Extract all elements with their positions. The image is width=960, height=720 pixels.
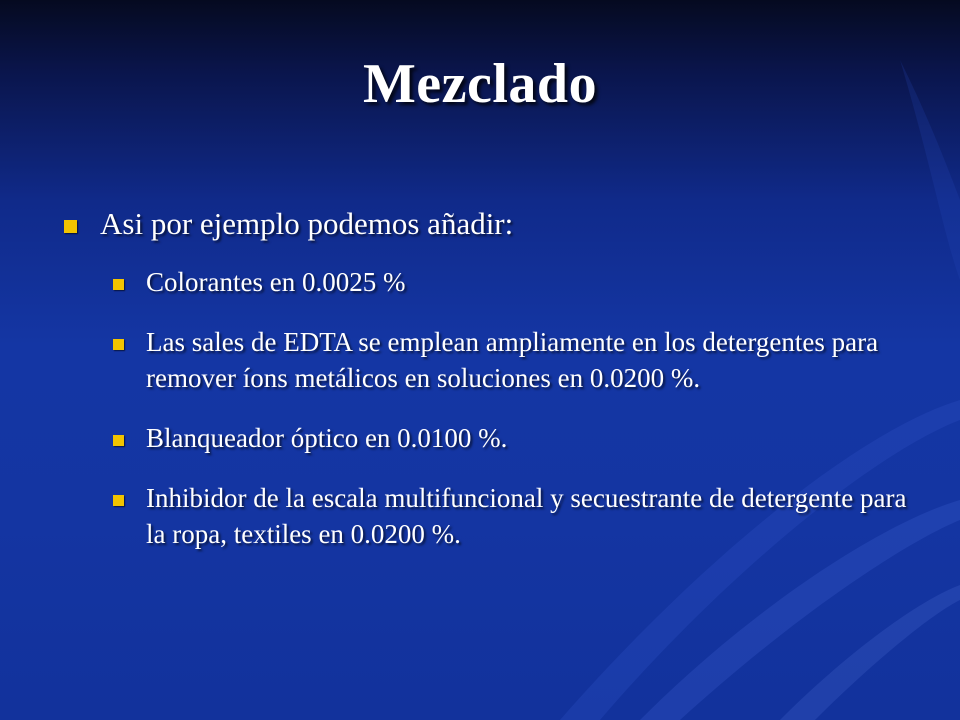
sub-bullet-text: Colorantes en 0.0025 %: [146, 267, 406, 297]
square-bullet-icon: [64, 220, 77, 233]
square-bullet-icon: [113, 435, 124, 446]
sub-bullet-text: Inhibidor de la escala multifuncional y secuestrante de detergente para la ropa, textiles en 0.0200 %.: [146, 483, 907, 549]
sub-bullet-text: Blanqueador óptico en 0.0100 %.: [146, 423, 508, 453]
sub-bullet-colorantes: [108, 264, 916, 300]
sub-bullet-text: Las sales de EDTA se emplean ampliamente en los detergentes para remover íons metálicos en soluciones en 0.0200 %.: [146, 327, 879, 393]
sub-bullet-edta: [108, 324, 916, 396]
intro-text: Asi por ejemplo podemos añadir:: [100, 206, 514, 241]
sub-bullet-inhibidor: [108, 480, 916, 552]
square-bullet-icon: [113, 279, 124, 290]
square-bullet-icon: [113, 339, 124, 350]
slide-title: Mezclado: [362, 53, 598, 115]
bullet-list: [60, 204, 907, 576]
intro-bullet: [60, 204, 900, 244]
square-bullet-icon: [113, 495, 124, 506]
sub-bullet-blanqueador: [108, 420, 916, 456]
